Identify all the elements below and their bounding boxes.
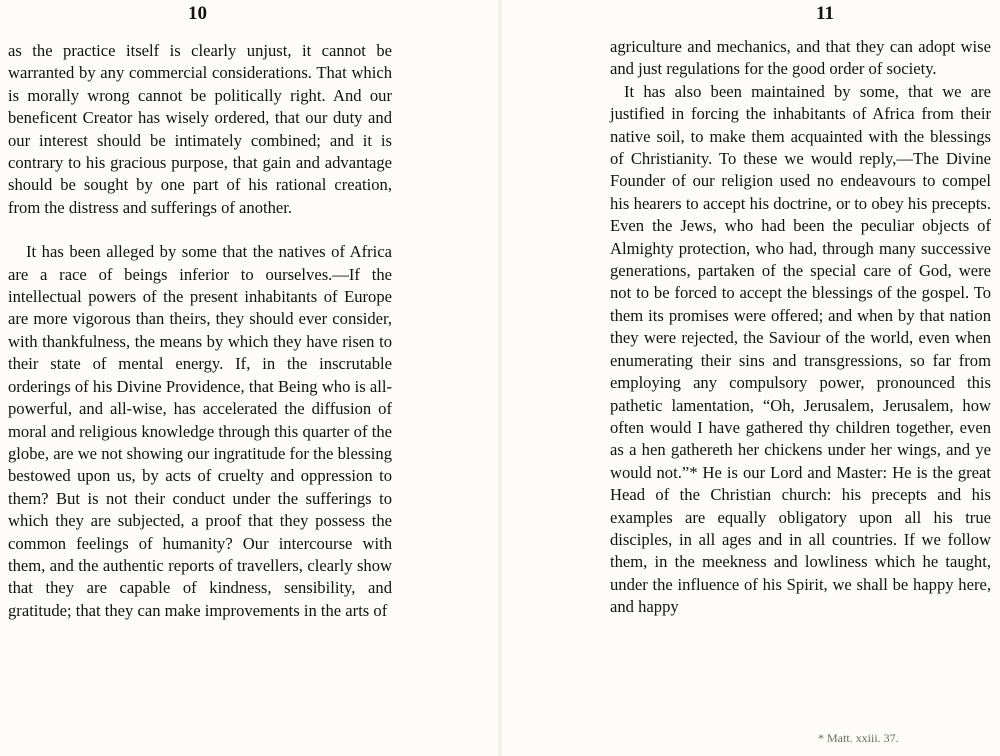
right-page-text: [610, 36, 991, 619]
left-page-text: [8, 40, 392, 622]
footnote: * Matt. xxiii. 37.: [818, 731, 899, 745]
right-page-number: 11: [816, 3, 834, 24]
right-paragraph-2: It has also been maintained by some, that we are justified in forcing the inhabitants of Africa from their native soil, to make them acquainted with the blessings of Christianity. To these we would reply,—The Divine Founder of our religion used no endeavours to compel his hearers to accept his doctrine, or to obey his precepts. Even the Jews, who had been the peculiar objects of Almighty protection, who had, through many successive generations, partaken of the special care of God, were not to be forced to accept the blessings of the gospel. To them its promises were offered; and when by that nation they were rejected, the Saviour of the world, even when enumerating their sins and transgressions, so far from employing any compulsory power, pronounced this pathetic lamentation, “Oh, Jerusalem, Jerusalem, how often would I have gathered thy children together, even as a hen gathereth her chickens under her wings, and ye would not.”* He is our Lord and Master: He is the great Head of the Christian church: his precepts and his examples are equally obligatory upon all his true disciples, in all ages and in all countries. If we follow them, in the meekness and lowliness which he taught, under the influence of his Spirit, we shall be happy here, and happy: [610, 81, 991, 617]
right-paragraph-1: agriculture and mechanics, and that they can adopt wise and just regulations for the good order of society.: [610, 37, 991, 79]
left-paragraph-1: as the practice itself is clearly unjust, it cannot be warranted by any commercial considerations. That which is morally wrong cannot be politically right. And our beneficent Creator has wisely ordered, that our duty and our interest should be intimately combined; and it is contrary to his gracious purpose, that gain and advantage should be sought by one part of his rational creation, from the distress and sufferings of another.: [8, 41, 392, 217]
left-page-number: 10: [188, 3, 207, 24]
right-page: [500, 0, 1000, 756]
left-paragraph-2: It has been alleged by some that the natives of Africa are a race of beings inferior to ourselves.—If the intellectual powers of the present inhabitants of Europe are more vigorous than theirs, they should ever consider, with thankfulness, the means by which they have risen to their state of mental energy. If, in the inscrutable orderings of his Divine Providence, that Being who is all-powerful, and all-wise, has accelerated the diffusion of moral and religious knowledge through this quarter of the globe, are we not showing our ingratitude for the blessing bestowed upon us, by acts of cruelty and oppression to them? But is not their conduct under the sufferings to which they are subjected, a proof that they possess the common feelings of humanity? Our intercourse with them, and the authentic reports of travellers, clearly show that they are capable of kindness, sensibility, and gratitude; that they can make improvements in the arts of: [8, 242, 392, 620]
